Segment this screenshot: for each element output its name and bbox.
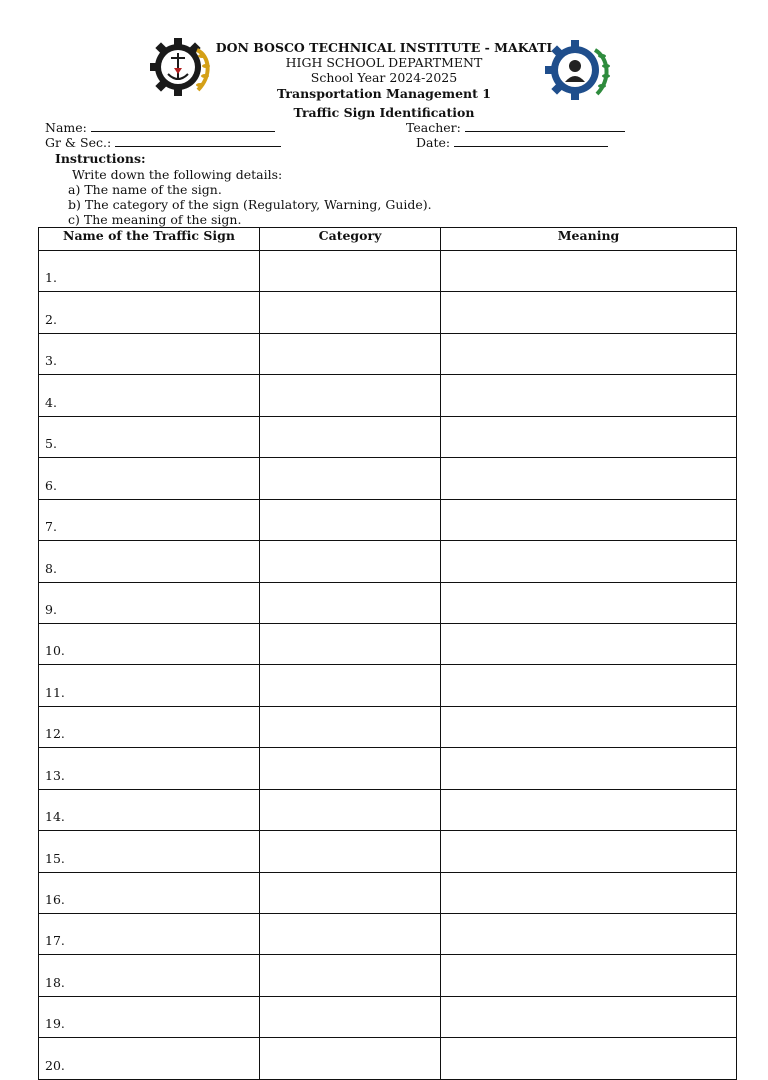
teacher-blank[interactable] (465, 121, 625, 132)
meaning-cell[interactable] (441, 458, 737, 499)
table-row (39, 872, 737, 913)
table-row (39, 789, 737, 830)
grsec-blank[interactable] (115, 136, 281, 147)
meaning-cell[interactable] (441, 789, 737, 830)
instruction-item (68, 182, 222, 197)
meaning-cell[interactable] (441, 582, 737, 623)
table-row (39, 706, 737, 747)
row-number-cell[interactable]: 17. (39, 914, 260, 955)
meaning-cell[interactable] (441, 955, 737, 996)
meaning-cell[interactable] (441, 665, 737, 706)
meaning-cell[interactable] (441, 416, 737, 457)
meaning-cell[interactable] (441, 872, 737, 913)
grsec-label: Gr & Sec.: (45, 135, 112, 150)
date-blank[interactable] (454, 136, 608, 147)
meaning-cell[interactable] (441, 748, 737, 789)
date-field (416, 136, 608, 150)
meaning-cell[interactable] (441, 831, 737, 872)
row-number-cell[interactable]: 18. (39, 955, 260, 996)
teacher-label: Teacher: (406, 120, 461, 135)
row-number-cell[interactable]: 7. (39, 499, 260, 540)
name-field (45, 121, 275, 135)
row-number-cell[interactable]: 11. (39, 665, 260, 706)
row-number-cell[interactable]: 19. (39, 996, 260, 1037)
row-number-cell[interactable]: 1. (39, 251, 260, 292)
instructions-intro: Write down the following details: (72, 167, 283, 182)
table-row (39, 623, 737, 664)
meaning-cell[interactable] (441, 541, 737, 582)
category-cell[interactable] (260, 499, 441, 540)
table-row (39, 1038, 737, 1079)
category-cell[interactable] (260, 375, 441, 416)
instruction-marker: c) (68, 212, 80, 227)
meaning-cell[interactable] (441, 375, 737, 416)
category-cell[interactable] (260, 665, 441, 706)
instruction-text: The name of the sign. (84, 182, 222, 197)
subject-title: Transportation Management 1 (277, 86, 491, 101)
table-row (39, 955, 737, 996)
category-cell[interactable] (260, 292, 441, 333)
table-body (39, 251, 737, 1080)
meaning-cell[interactable] (441, 1038, 737, 1079)
instructions-heading: Instructions: (55, 151, 146, 166)
row-number-cell[interactable]: 6. (39, 458, 260, 499)
table-header-row (39, 228, 737, 251)
table-row (39, 831, 737, 872)
category-cell[interactable] (260, 748, 441, 789)
row-number-cell[interactable]: 5. (39, 416, 260, 457)
instruction-text: The category of the sign (Regulatory, Warning, Guide). (84, 197, 432, 212)
row-number-cell[interactable]: 2. (39, 292, 260, 333)
category-cell[interactable] (260, 872, 441, 913)
traffic-sign-table (38, 227, 737, 1080)
department-name: HIGH SCHOOL DEPARTMENT (285, 55, 483, 70)
category-cell[interactable] (260, 582, 441, 623)
category-cell[interactable] (260, 914, 441, 955)
table-row (39, 665, 737, 706)
row-number-cell[interactable]: 10. (39, 623, 260, 664)
table-row (39, 333, 737, 374)
category-cell[interactable] (260, 996, 441, 1037)
table-row (39, 375, 737, 416)
worksheet-header (0, 40, 768, 121)
worksheet-title: Traffic Sign Identification (293, 105, 475, 120)
name-blank[interactable] (91, 121, 275, 132)
meaning-cell[interactable] (441, 292, 737, 333)
table-row (39, 541, 737, 582)
school-name: DON BOSCO TECHNICAL INSTITUTE - MAKATI (215, 40, 553, 55)
column-header-name: Name of the Traffic Sign (39, 228, 260, 251)
category-cell[interactable] (260, 416, 441, 457)
column-header-meaning: Meaning (441, 228, 737, 251)
instruction-item (68, 212, 241, 227)
category-cell[interactable] (260, 623, 441, 664)
name-label: Name: (45, 120, 87, 135)
table-row (39, 996, 737, 1037)
category-cell[interactable] (260, 706, 441, 747)
meaning-cell[interactable] (441, 251, 737, 292)
meaning-cell[interactable] (441, 996, 737, 1037)
table-row (39, 251, 737, 292)
meaning-cell[interactable] (441, 706, 737, 747)
row-number-cell[interactable]: 14. (39, 789, 260, 830)
table-row (39, 499, 737, 540)
category-cell[interactable] (260, 333, 441, 374)
instruction-marker: b) (68, 197, 81, 212)
category-cell[interactable] (260, 251, 441, 292)
grsec-field (45, 136, 281, 150)
category-cell[interactable] (260, 458, 441, 499)
table-row (39, 416, 737, 457)
row-number-cell[interactable]: 12. (39, 706, 260, 747)
table-row (39, 582, 737, 623)
column-header-category: Category (260, 228, 441, 251)
meaning-cell[interactable] (441, 333, 737, 374)
instruction-text: The meaning of the sign. (83, 212, 242, 227)
table-row (39, 458, 737, 499)
meaning-cell[interactable] (441, 914, 737, 955)
category-cell[interactable] (260, 955, 441, 996)
category-cell[interactable] (260, 1038, 441, 1079)
row-number-cell[interactable]: 20. (39, 1038, 260, 1079)
row-number-cell[interactable]: 13. (39, 748, 260, 789)
table-row (39, 748, 737, 789)
row-number-cell[interactable]: 16. (39, 872, 260, 913)
table-row (39, 292, 737, 333)
instruction-marker: a) (68, 182, 81, 197)
meaning-cell[interactable] (441, 623, 737, 664)
teacher-field (406, 121, 625, 135)
category-cell[interactable] (260, 831, 441, 872)
category-cell[interactable] (260, 789, 441, 830)
row-number-cell[interactable]: 4. (39, 375, 260, 416)
table-row (39, 914, 737, 955)
row-number-cell[interactable]: 8. (39, 541, 260, 582)
school-year: School Year 2024-2025 (310, 70, 458, 85)
meaning-cell[interactable] (441, 499, 737, 540)
row-number-cell[interactable]: 3. (39, 333, 260, 374)
date-label: Date: (416, 135, 451, 150)
row-number-cell[interactable]: 9. (39, 582, 260, 623)
row-number-cell[interactable]: 15. (39, 831, 260, 872)
category-cell[interactable] (260, 541, 441, 582)
instruction-item (68, 197, 432, 212)
